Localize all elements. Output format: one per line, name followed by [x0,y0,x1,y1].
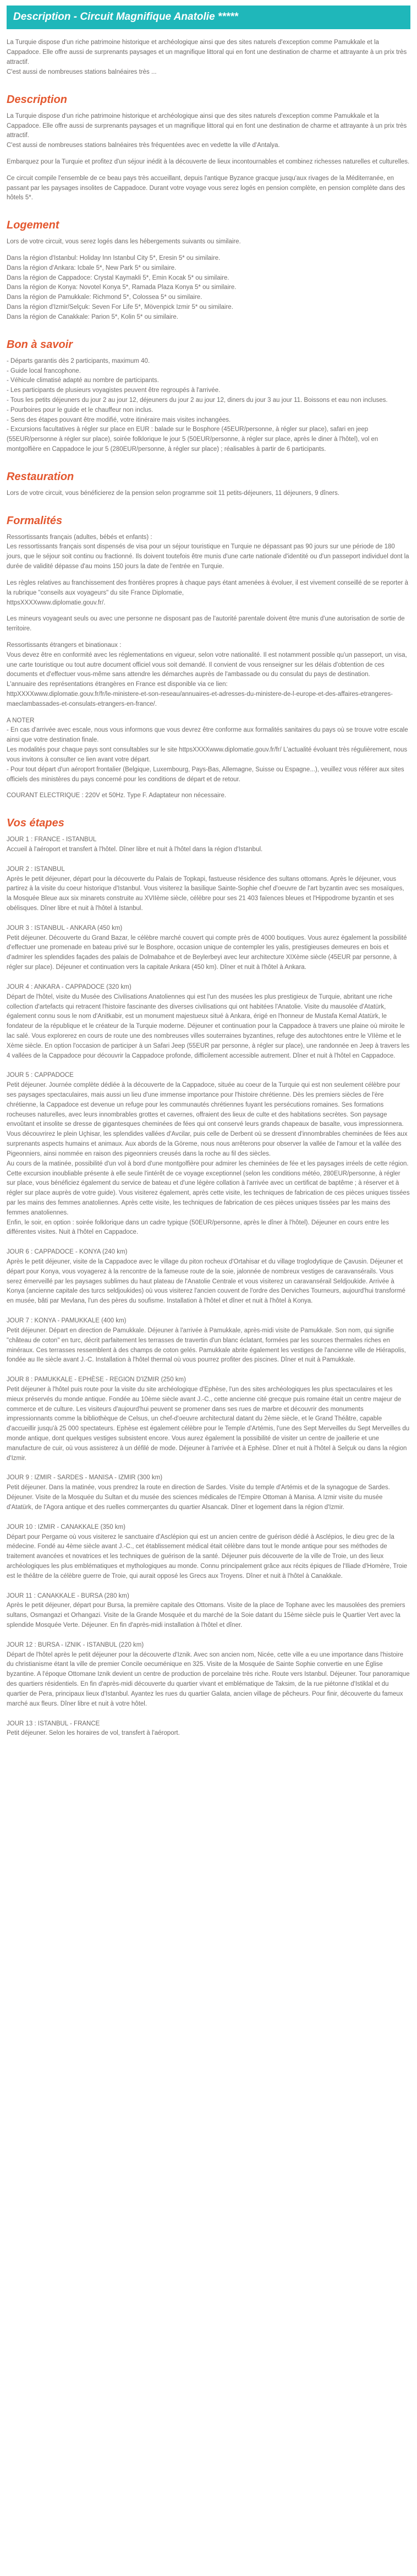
day-text: Accueil à l'aéroport et transfert à l'hôtel. Dîner libre et nuit à l'hôtel dans la région d'Istanbul. [7,846,263,853]
page-title-banner: Description - Circuit Magnifique Anatolie ***** [7,6,410,29]
day-title: JOUR 10 : IZMIR - CANAKKALE (350 km) [7,1523,125,1531]
hotel-line: Dans la région de Canakkale: Parion 5*, Kolin 5* ou similaire. [7,313,178,320]
hotel-line: Dans la région d'Ankara: Icbale 5*, New Park 5* ou similaire. [7,264,177,271]
description-paragraph: Embarquez pour la Turquie et profitez d'un séjour inédit à la découverte de lieux incontournables et combinez richesses naturelles et culturelles. [7,158,410,165]
info-line: - Tous les petits déjeuners du jour 2 au jour 12, déjeuners du jour 2 au jour 12, diners du jour 3 au jour 11. Boissons et eau non incluses. [7,396,388,404]
logement-heading: Logement [7,219,59,232]
info-line: - Véhicule climatisé adapté au nombre de participants. [7,377,159,384]
restauration-heading: Restauration [7,470,74,483]
info-line: - Guide local francophone. [7,367,81,374]
day-title: JOUR 4 : ANKARA - CAPPADOCE (320 km) [7,983,131,990]
description-paragraph: Ce circuit compile l'ensemble de ce beau pays très accueillant, depuis l'antique Byzance gracque jusqu'aux rivages de la Méditerranée, en passant par les paysages insolites de Cappadoce. Durant votre voyage vous serez logés en pension complète, en pension complète dans des hôtels 5*. [7,175,405,201]
day-block [7,1523,410,1582]
intro-paragraph: C'est aussi de nombreuses stations balnéaires très ... [7,68,157,75]
hotel-line: Dans la région de Konya: Novotel Konya 5*, Ramada Plaza Konya 5* ou similaire. [7,284,237,291]
itinerary [7,835,410,1739]
day-block [7,1071,410,1238]
day-text: Petit déjeuner. Découverte du Grand Bazar, le célèbre marché couvert qui compte près de 4000 boutiques. Vous aurez également la possibilité d'effectuer une promenade en bateau privé sur le Bosphore, occasion unique de contempler les yalis, prestigieuses demeures en bois et d'admirer les splendides façades des palais de Dolmabahce et de Beylerbeyi avec leur architecture XIXème siècle (45EUR par personne, à régler sur place). Déjeuner et continuation vers la capitale Ankara (450 km). Dîner et nuit à l'hôtel à Ankara. [7,934,407,971]
description-paragraph: La Turquie dispose d'un riche patrimoine historique et archéologique ainsi que des sites naturels d'exception comme Pamukkale et la Cappadoce. Elle offre aussi de surprenants paysages et un magnifique littoral qui en font une destination de charme et attrayante à un prix très attractif. C'est aussi de nombreuses stations balnéaires très fréquentées avec en vedette la ville d'Antalya. [7,112,407,149]
hotel-line: Dans la région d'Izmir/Selçuk: Seven For Life 5*, Mövenpick Izmir 5* ou similaire. [7,304,233,311]
day-title: JOUR 7 : KONYA - PAMUKKALE (400 km) [7,1317,127,1325]
day-text: Après le petit déjeuner, départ pour Bursa, la première capitale des Ottomans. Visite de la place de Tophane avec les mausolées des premiers sultans, Osmangazi et Orhangazi. Visite de la Grande Mosquée et du marché de la Soie datant du 15ème siècle puis le Quartier Vert avec la splendide Mosquée Verte. Déjeuner. En fin d'après-midi installation à l'hôtel et dîner. [7,1602,405,1629]
bon-a-savoir-list [7,357,410,455]
day-text: Petit déjeuner. Journée complète dédiée à la découverte de la Cappadoce, située au coeur de la Turquie qui est non seulement célèbre pour ses paysages spectaculaires, mais aussi un lieu d'une immense importance pour l'histoire chrétienne. Dès les premiers siècles de l'ère chrétienne, la Cappadoce est devenue un refuge pour les communautés chrétiennes fuyant les persécutions romaines. Ses formations rocheuses naturelles, avec leurs innombrables grottes et cavernes, offraient des lieux de culte et des habitations secrètes. Son paysage envoûtant et insolite se dresse de gigantesques cheminées de fées qui ont conservé leurs grands chapeaux de basalte, vous impressionnera. Vous découvrirez le plein Uçhisar, les splendides vallées d'Avcilar, puis celle de Derbent où se dressent d'innombrables cheminées de fées aux surprenants aspects humains et animaux. Aux abords de la Göreme, nous nous arrêterons pour observer la vallée de l'amour et la vallée des Pigeonniers, ainsi nommée en raison des pigeonniers creusés dans la roche au fil des siècles. Au cours de la matinée, possibilité d'un vol à bord d'une montgolfière pour admirer les cheminées de fée et les paysages irréels de cette région. Cette excursion inoubliable présente à elle seule l'intérêt de ce voyage exceptionnel (selon les conditions météo, 280EUR/personne, à régler sur place, vous bénéficiez également du service de bateau et d'une légère collation à l'arrivée avec un certificat de baptême ; à réserver et à régler sur place auprès de votre guide). Vous visiterez également, après cette visite, les techniques de fabrication de ces pièces uniques tissées par les mains des femmes anatoliennes. Après cette visite, les techniques de fabrication de ces pièces uniques tissées par les mains des femmes anatoliennes. Enfin, le soir, en option : soirée folklorique dans un cadre typique (50EUR/personne, après le dîner à l'hôtel). Déjeuner en cours entre les différentes visites. Nuit à l'hôtel en Cappadoce. [7,1082,410,1236]
info-line: - Sens des étapes pouvant être modifié, votre itinéraire mais visites inchangées. [7,416,231,423]
formalites-paragraph: Les règles relatives au franchissement des frontières propres à chaque pays étant amenées à évoluer, il est vivement conseillé de se reporter à la rubrique "conseils aux voyageurs" du site France Diplomatie, httpsXXXXwww.diplomatie.gouv.fr/. [7,579,409,606]
day-block [7,1719,410,1739]
info-line: - Excursions facultatives à régler sur place en EUR : balade sur le Bosphore (45EUR/personne, à régler sur place), safari en jeep (55EUR/personne à régler sur place), soirée folklorique le jour 5 (50EUR/personne, à régler sur place, après le diner à l'hôtel), vol en montgolfière en Cappadoce le jour 5 (280EUR/personne, à régler sur place) ; réalisables à partir de 6 participants. [7,426,378,453]
day-text: Départ de l'hôtel, visite du Musée des Civilisations Anatoliennes qui est l'un des musées les plus prestigieux de Turquie, abritant une riche collection d'artefacts qui retracent l'histoire fascinante des diverses civilisations qui ont habitées l'Anatolie. Visite du mausolée d'Atatürk, également connu sous le nom d'Anitkabir, est un monument majestueux situé à Ankara, érigé en l'honneur de Mustafa Kemal Atatürk, le fondateur de la république et le créateur de la Turquie moderne. Déjeuner et continuation pour la Cappadoce à travers une plaine où miroite le lac salé. Vous explorerez en cours de route une des nombreuses villes souterraines byzantines, refuge des autochtones entre le VIIème et le Xème siècle. En option l'occasion de participer à un Safari Jeep (55EUR par personne, à régler sur place), une randonnée en Jeep à travers les 4 vallées de la Cappadoce pour découvrir la Cappadoce profonde, difficilement accessible autrement. Dîner et nuit à l'hôtel en Cappadoce. [7,993,410,1059]
formalites-paragraph: COURANT ELECTRIQUE : 220V et 50Hz. Type F. Adaptateur non nécessaire. [7,792,227,799]
info-line: - Départs garantis dès 2 participants, maximum 40. [7,357,150,364]
day-block [7,924,410,973]
bon-a-savoir-heading: Bon à savoir [7,338,73,351]
day-block [7,1248,410,1306]
info-line: - Pourboires pour le guide et le chauffeur non inclus. [7,406,153,413]
day-block [7,1375,410,1463]
etapes-heading: Vos étapes [7,817,64,830]
description-heading: Description [7,93,68,106]
hotel-line: Dans la région d'Istanbul: Holiday Inn Istanbul City 5*, Eresin 5* ou similaire. [7,255,221,262]
day-text: Après le petit déjeuner, visite de la Cappadoce avec le village du piton rocheux d'Ortahisar et du village troglodytique de Çavusin. Déjeuner et départ pour Konya, vous voyagerez à la rencontre de la fameuse route de la soie, jalonnée de nombreux vestiges de caravansérails. Vous serez émerveillé par les paysages sublimes du haut plateau de l'Anatolie Centrale et vous visiterez un caravansérail Seldjoukide. Arrivée à Konya (ancienne capitale des turcs seldjoukides) où vous visiterez l'ancien couvent de l'ordre des Derviches Tourneurs, aujourd'hui transformé en musée, bâti par Mevlana, l'un des pères du soufisme. Installation à l'hôtel et dîner et nuit à l'hôtel à Konya. [7,1259,405,1305]
formalites-paragraph: Ressortissants français (adultes, bébés et enfants) : Les ressortissants français sont dispensés de visa pour un séjour touristique en Turquie ne dépassant pas 90 jours sur une période de 180 jours, que le séjour soit continu ou fractionné. Ils doivent toutefois être munis d'une carte nationale d'identité ou d'un passeport individuel dont la durée de validité dépasse d'au moins 150 jours la date de l'entrée en Turquie. [7,533,409,570]
intro-section [7,38,410,77]
formalites-paragraph: Ressortissants étrangers et binationaux : Vous devez être en conformité avec les réglementations en vigueur, selon votre nationalité. Il est notamment possible qu'un passeport, un visa, une carte touristique ou tout autre document officiel vous soit demandé. Il convient de vous renseigner sur les délais d'obtention de ces documents et d'effectuer vous-même sans attendre les démarches auprès de l'ambassade ou du consulat du pays de destination. L'annuaire des représentations étrangères en France est disponible via ce lien: httpXXXXwww.diplomatie.gouv.fr/fr/le-ministere-et-son-reseau/annuaires-et-adresses-du-ministere-de-l-europe-et-des-affaires-etrangeres-maeclambassades-et-consulats-etrangers-en-france/. [7,641,407,707]
day-title: JOUR 5 : CAPPADOCE [7,1072,74,1079]
hotel-list [7,254,410,323]
day-title: JOUR 8 : PAMUKKALE - EPHÈSE - REGION D'IZMIR (250 km) [7,1376,186,1384]
logement-intro: Lors de votre circuit, vous serez logés dans les hébergements suivants ou similaire. [7,238,241,246]
formalites-heading: Formalités [7,514,63,527]
day-block [7,1592,410,1631]
day-title: JOUR 9 : IZMIR - SARDES - MANISA - IZMIR (300 km) [7,1474,163,1482]
formalites-paragraph: A NOTER - En cas d'arrivée avec escale, nous vous informons que vous devrez être conforme aux formalités sanitaires du pays où se trouve votre escale ainsi que votre destination finale. Les modalités pour chaque pays sont consultables sur le site httpsXXXXwww.diplomatie.gouv.fr/fr/ L'actualité évoluant très régulièrement, nous vous invitons à consulter ce lien avant votre départ. - Pour tout départ d'un aéroport frontalier (Belgique, Luxembourg, Pays-Bas, Allemagne, Suisse ou Espagne...), veuillez vous référer aux sites officiels des ministères du pays concerné pour les conditions de départ et de retour. [7,717,408,783]
logement-section [7,237,410,323]
day-text: Départ de l'hôtel après le petit déjeuner pour la découverte d'Iznik. Avec son ancien nom, Nicée, cette ville a eu une importance dans l'histoire du christianisme étant la ville de premier Concile oecuménique en 325. Visite de la Mosquée de Sainte Sophie convertie en une Église byzantine. A l'époque Ottomane Iznik devient un centre de production de porcelaine très riche. Route vers Istanbul. Déjeuner. Tour panoramique des quartiers résidentiels. En fin d'après-midi découverte du quartier vivant et emblématique de Taksim, de la rue piétonne d'Istiklal et du quartier de Pera, principaux lieux d'Istanbul. Ayantez les rues du quartier Galata, ancien village de pêcheurs. Pour finir, découverte du fameux marché aux fleurs. Dîner libre et nuit à votre hôtel. [7,1651,410,1707]
day-title: JOUR 12 : BURSA - IZNIK - ISTANBUL (220 km) [7,1641,144,1648]
intro-paragraph: La Turquie dispose d'un riche patrimoine historique et archéologique ainsi que des sites naturels d'exception comme Pamukkale et la Cappadoce. Elle offre aussi de surprenants paysages et un magnifique littoral qui en font une destination de charme et attrayante à un prix très attractif. [7,39,407,66]
day-text: Petit déjeuner. Selon les horaires de vol, transfert à l'aéroport. [7,1730,180,1737]
day-title: JOUR 3 : ISTANBUL - ANKARA (450 km) [7,924,123,932]
formalites-section [7,533,410,802]
day-block [7,835,410,855]
day-title: JOUR 13 : ISTANBUL - FRANCE [7,1720,100,1727]
day-text: Petit déjeuner. Dans la matinée, vous prendrez la route en direction de Sardes. Visite du temple d'Artémis et de la synagogue de Sardes. Déjeuner. Visite de la Mosquée du Sultan et du musée des sciences médicales de l'Empire Ottoman à Manisa. A Izmir visite du musée d'Atatürk, de l'Agora antique et des ruelles commerçantes du quartier Alsancak. Dîner et logement dans la région d'Izmir. [7,1484,390,1511]
restauration-text: Lors de votre circuit, vous bénéficierez de la pension selon programme soit 11 petits-déjeuners, 11 déjeuners, 9 dîners. [7,489,339,497]
day-text: Après le petit déjeuner, départ pour la découverte du Palais de Topkapi, fastueuse résidence des sultans ottomans. Après le déjeuner, vous partirez à la visite du coeur historique d'Istanbul. Vous visiterez la basilique Sainte-Sophie chef d'oeuvre de l'art byzantin avec ses mosaïques, la Mosquée Bleue aux six minarets construite au XVIIème siècle, célèbre pour ses 21 403 faïences bleues et l'Hippodrome byzantin et ses obélisques. Dîner libre et nuit à l'hôtel à Istanbul. [7,875,404,912]
day-block [7,1316,410,1365]
day-title: JOUR 6 : CAPPADOCE - KONYA (240 km) [7,1249,128,1256]
day-title: JOUR 1 : FRANCE - ISTANBUL [7,836,97,843]
day-block [7,983,410,1061]
hotel-line: Dans la région de Cappadoce: Crystal Kaymakli 5*, Emin Kocak 5* ou similaire. [7,274,229,281]
day-title: JOUR 11 : CANAKKALE - BURSA (280 km) [7,1592,129,1599]
day-block [7,865,410,914]
day-block [7,1641,410,1709]
day-text: Petit déjeuner. Départ en direction de Pamukkale. Déjeuner à l'arrivée à Pamukkale, après-midi visite de Pamukkale. Son nom, qui signifie "château de coton" en turc, décrit parfaitement les terrasses de travertin d'un blanc éclatant, formées par les sources thermales riches en minéraux. Ces terrasses ressemblent à des champs de coton gelés. Pamukkale abrite également les vestiges de l'ancienne ville de Hiérapolis, fondée au IIe siècle avant J.-C. Installation à l'hôtel thermal où vous pourrez profiter des piscines. Dîner et nuit à Pamukkale. [7,1327,406,1364]
description-section [7,112,410,204]
day-text: Départ pour Pergame où vous visiterez le sanctuaire d'Asclépion qui est un ancien centre de guérison dédié à Asclépios, le dieu grec de la médecine. Fondé au 4ème siècle avant J.-C., cet établissement médical était célèbre dans tout le monde antique pour ses méthodes de traitement avancées et novatrices et les techniques de guérison de la santé. Déjeuner puis découverte de la ville de Troie, un des lieux archéologiques les plus emblématiques et mythologiques au monde. Connu principalement grâce aux récits épiques de l'Iliade d'Homère, Troie est le théâtre de la célèbre guerre de Troie, qui aurait opposé les Grecs aux Troyens. Dîner et nuit à l'hôtel à Canakkale. [7,1533,408,1580]
formalites-paragraph: Les mineurs voyageant seuls ou avec une personne ne disposant pas de l'autorité parentale doivent être munis d'une autorisation de sortie de territoire. [7,616,405,633]
day-block [7,1473,410,1512]
day-title: JOUR 2 : ISTANBUL [7,865,65,873]
info-line: - Les participants de plusieurs voyagistes peuvent être regroupés à l'arrivée. [7,387,221,394]
hotel-line: Dans la région de Pamukkale: Richmond 5*, Colossea 5* ou similaire. [7,294,202,301]
day-text: Petit déjeuner à l'hôtel puis route pour la visite du site archéologique d'Ephèse, l'un des sites archéologiques les plus spectaculaires et les mieux préservés du monde antique. Fondée au 10ème siècle avant J.-C., cette ancienne cité grecque puis romaine était un centre majeur de commerce et de culture. Les visiteurs d'aujourd'hui peuvent se promener dans ses rues de marbre et découvrir des monuments impressionnants comme la bibliothèque de Celsus, un chef-d'oeuvre architectural datant du 2ème siècle, et le Grand Théâtre, capable d'accueillir jusqu'à 25 000 spectateurs. Ephèse est également célèbre pour le Temple d'Artémis, l'une des Sept Merveilles du Sept Merveilles du monde antique, dont quelques vestiges subsistent encore. Vous aurez également la possibilité de visiter un centre de joaillerie et une manufacture de cuir, où vous assisterez à un défilé de mode. Déjeuner à l'arrivée et à Ephèse. Dîner et nuit à l'hôtel à Selçuk ou dans la région d'Izmir. [7,1386,410,1462]
